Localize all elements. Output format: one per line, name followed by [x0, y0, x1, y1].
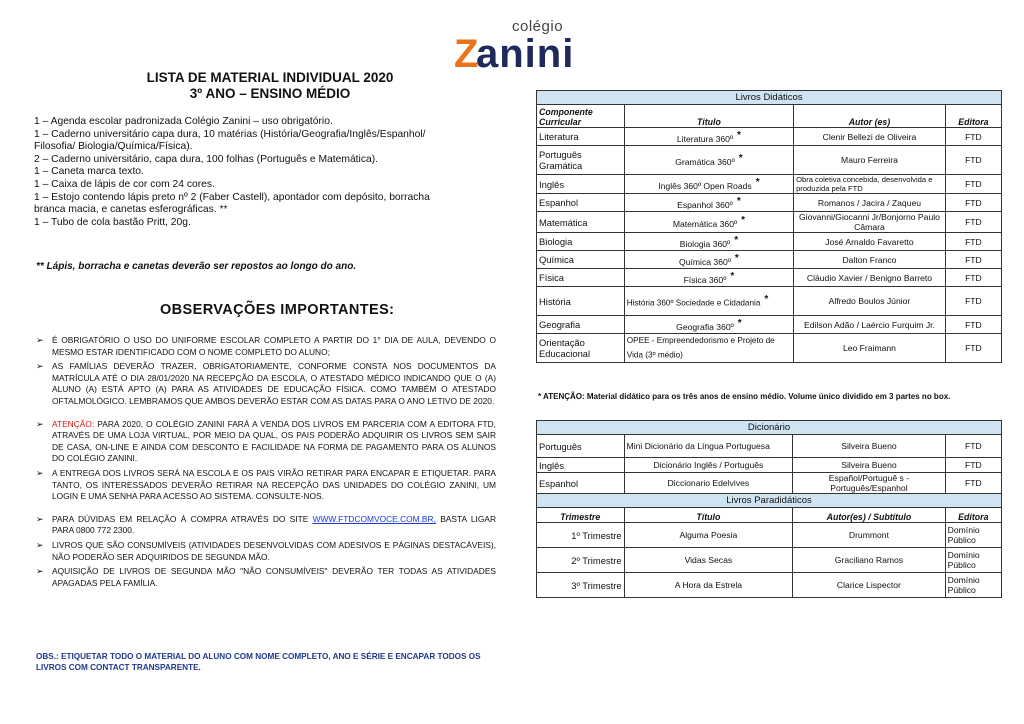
author-cell: Alfredo Boulos Júnior — [794, 287, 946, 316]
subject-cell: Português Gramática — [537, 146, 625, 175]
table-row — [537, 334, 1002, 363]
publisher-cell: FTD — [945, 194, 1001, 212]
subject-cell: Biologia — [537, 233, 625, 251]
title-text: OPEE - Empreendedorismo e Projeto de Vida (3º médio) — [626, 336, 775, 360]
title-text: Matemática 360º — [672, 218, 738, 229]
star-mark: * — [764, 293, 769, 305]
author-cell: Edilson Adão / Laércio Furquim Jr. — [794, 316, 946, 334]
col-header: Trimestre — [537, 508, 625, 523]
author-cell: Clenir Bellezi de Oliveira — [794, 128, 946, 146]
author-cell: Clarice Lispector — [793, 573, 945, 598]
star-mark: * — [734, 252, 739, 264]
publisher-cell: FTD — [945, 287, 1001, 316]
table-header: Dicionário — [537, 421, 1002, 435]
trimester-cell: 2º Trimestre — [537, 548, 625, 573]
title-text: Gramática 360º — [675, 156, 735, 167]
footnote: OBS.: ETIQUETAR TODO O MATERIAL DO ALUNO COM NOME COMPLETO, ANO E SÉRIE E ENCAPAR TODOS OS LIVROS COM CONTACT TRANSPARENTE. — [36, 652, 481, 672]
title-cell — [624, 194, 793, 212]
publisher-cell: FTD — [945, 316, 1001, 334]
star-mark: * — [738, 153, 743, 165]
observation-item: ➢ LIVROS QUE SÃO CONSUMÍVEIS (ATIVIDADES DESENVOLVIDAS COM ADESIVOS E PÁGINAS DESTACÁVEIS), NÃO PODERÃO SER ADQUIRIDOS DE SEGUNDA MÃO. — [36, 539, 496, 562]
title-cell: Dicionário Inglês / Português — [624, 458, 793, 473]
table-row — [537, 548, 1002, 573]
star-mark: * — [734, 234, 739, 246]
publisher-cell: FTD — [945, 458, 1001, 473]
subject-cell: Orientação Educacional — [537, 334, 625, 363]
title-cell: A Hora da Estrela — [624, 573, 793, 598]
author-cell: Obra coletiva concebida, desenvolvida e produzida pela FTD — [794, 175, 946, 194]
observation-item: ➢ É OBRIGATÓRIO O USO DO UNIFORME ESCOLAR COMPLETO A PARTIR DO 1° DIA DE AULA, DEVENDO O MESMO ESTAR IDENTIFICADO COM O NOME COMPLETO DO ALUNO; — [36, 335, 496, 357]
table-row — [537, 251, 1002, 269]
author-cell: Español/Portuguê s - Português/Espanhol — [793, 473, 945, 494]
author-cell: Cláudio Xavier / Benigno Barreto — [794, 269, 946, 287]
table-row — [537, 435, 1002, 458]
title-cell: Alguma Poesia — [624, 523, 793, 548]
list-item: 1 – Tubo de cola bastão Pritt, 20g. — [34, 216, 191, 228]
col-header: Componente Curricular — [537, 105, 625, 128]
title-cell — [624, 146, 793, 175]
observation-item: ➢ AQUISIÇÃO DE LIVROS DE SEGUNDA MÃO "NÃO CONSUMÍVEIS" DEVERÃO TER TODAS AS ATIVIDADES APAGADAS PELA FAMÍLIA. — [36, 566, 496, 588]
list-item: 1 – Caneta marca texto. — [34, 166, 144, 178]
table-row — [537, 316, 1002, 334]
subject-cell: Geografia — [537, 316, 625, 334]
star-mark: * — [755, 177, 760, 189]
subject-cell: Matemática — [537, 212, 625, 233]
subject-cell: Inglês — [537, 175, 625, 194]
title-text: Inglês 360º Open Roads — [658, 180, 752, 191]
arrow-icon: ➢ — [36, 361, 44, 372]
title-text: Geografia 360º — [676, 321, 734, 332]
title-cell — [624, 233, 793, 251]
publisher-cell: FTD — [945, 473, 1001, 494]
table-header: Livros Paradidáticos — [537, 494, 1002, 508]
publisher-cell: Domínio Público — [945, 573, 1001, 598]
table-row — [537, 473, 1002, 494]
title-cell: Diccionario Edelvives — [624, 473, 793, 494]
author-cell: Graciliano Ramos — [793, 548, 945, 573]
attention-note: * ATENÇÃO: Material didático para os três anos de ensino médio. Volume único dividido em 3 partes no box. — [538, 392, 951, 401]
author-cell: José Arnaldo Favaretto — [794, 233, 946, 251]
list-item: 1 – Caderno universitário capa dura, 10 matérias (História/Geografia/Inglês/Espanhol/ — [34, 128, 426, 140]
table-row — [537, 269, 1002, 287]
author-cell: Leo Fraimann — [794, 334, 946, 363]
publisher-cell: Domínio Público — [945, 548, 1001, 573]
restock-note: ** Lápis, borracha e canetas deverão ser repostos ao longo do ano. — [36, 261, 357, 272]
material-list — [34, 116, 474, 229]
list-item: 2 – Caderno universitário, capa dura, 100 folhas (Português e Matemática). — [34, 153, 378, 165]
observation-item: ➢ A ENTREGA DOS LIVROS SERÁ NA ESCOLA E OS PAIS VIRÃO RETIRAR PARA ENCAPAR E ETIQUETAR. PARA TANTO, OS INTERESSADOS DEVERÃO RETIRAR NA RECEPÇÃO DAS UNIDADES DO COLÉGIO ZANINI, UM LOGIN E UMA SENHA PARA ACESSO AO SISTEMA. CONSULTE-NOS. — [36, 467, 496, 502]
table-row — [537, 287, 1002, 316]
col-header: Título — [624, 508, 793, 523]
title-text: Física 360º — [683, 274, 727, 285]
publisher-cell: FTD — [945, 128, 1001, 146]
language-cell: Espanhol — [537, 473, 625, 494]
author-cell: Giovanni/Giocanni Jr/Bonjorno Paulo Câmara — [794, 212, 946, 233]
list-item: Filosofia/ Biologia/Química/Física). — [34, 141, 193, 153]
col-header: Autor(es) / Subtítulo — [793, 508, 945, 523]
star-mark: * — [741, 215, 746, 227]
language-cell: Inglês — [537, 458, 625, 473]
publisher-cell: FTD — [945, 175, 1001, 194]
title-cell — [624, 334, 793, 363]
table-row — [537, 146, 1002, 175]
arrow-icon: ➢ — [36, 539, 44, 550]
author-cell: Drummont — [793, 523, 945, 548]
publisher-cell: FTD — [945, 146, 1001, 175]
trimester-cell: 1º Trimestre — [537, 523, 625, 548]
publisher-cell: FTD — [945, 435, 1001, 458]
col-header: Editora — [945, 105, 1001, 128]
author-cell: Mauro Ferreira — [794, 146, 946, 175]
observation-item: ➢ AS FAMÍLIAS DEVERÃO TRAZER, OBRIGATORIAMENTE, CONFORME CONSTA NOS DOCUMENTOS DA MATRÍCULA ATÉ O DIA 28/01/2020 NA RECEPÇÃO DA ESCOLA, O ATESTADO MÉDICO INDICANDO QUE O (A) ALUNO (A) ESTÁ APTO (A) PARA AS ATIVIDADES DE EDUCAÇÃO FÍSICA. COMO TAMBÉM O ATESTADO OFTALMOLÓGICO. LEMBRAMOS QUE AMBOS DEVERÃO ESTAR COM AS DATAS PARA O ANO LETIVO DE 2020. — [36, 361, 496, 406]
title-cell — [624, 316, 793, 334]
list-item: branca macia, e canetas esferográficas. ** — [34, 204, 228, 216]
title-cell — [624, 175, 793, 194]
title-cell: Mini Dicionário da Língua Portuguesa — [624, 435, 793, 458]
publisher-cell: FTD — [945, 251, 1001, 269]
author-cell: Silveira Bueno — [793, 458, 945, 473]
author-cell: Silveira Bueno — [793, 435, 945, 458]
col-header: Título — [624, 105, 793, 128]
star-mark: * — [736, 195, 741, 207]
didactic-books-table — [536, 90, 1002, 363]
author-cell: Romanos / Jacira / Zaqueu — [794, 194, 946, 212]
title-text: Espanhol 360º — [677, 199, 733, 210]
logo-big-text: anini — [476, 32, 575, 76]
publisher-cell: FTD — [945, 334, 1001, 363]
author-cell: Dalton Franco — [794, 251, 946, 269]
title-text: Biologia 360º — [679, 238, 731, 249]
col-header: Editora — [945, 508, 1001, 523]
list-item: 1 – Agenda escolar padronizada Colégio Zanini – uso obrigatório. — [34, 116, 333, 127]
dictionary-table — [536, 420, 1002, 598]
table-row — [537, 458, 1002, 473]
star-mark: * — [737, 129, 741, 141]
table-header: Livros Didáticos — [537, 91, 1002, 105]
observation-item: ➢ ATENÇÃO: PARA 2020, O COLÉGIO ZANINI FARÁ A VENDA DOS LIVROS EM PARCERIA COM A EDITORA FTD, ATRAVÉS DE UMA LOJA VIRTUAL, POR MEIO DA QUAL, OS PAIS PODERÃO ADQUIRIR OS LIVROS SEM SAIR DE CASA, ON-LINE E AINDA COM DESCONTO E FACILIDADE NA FORMA DE PAGAMENTO PARA OS ALUNOS DO COLÉGIO ZANINI. — [36, 418, 496, 464]
arrow-icon: ➢ — [36, 513, 44, 524]
school-logo — [454, 18, 604, 78]
table-row — [537, 573, 1002, 598]
title-cell: Vidas Secas — [624, 548, 793, 573]
publisher-cell: FTD — [945, 233, 1001, 251]
page-title: LISTA DE MATERIAL INDIVIDUAL 2020 3º ANO – ENSINO MÉDIO — [146, 70, 394, 101]
title-cell — [624, 128, 793, 146]
language-cell: Português — [537, 435, 625, 458]
observations-title: OBSERVAÇÕES IMPORTANTES: — [160, 302, 395, 318]
logo-z: Z — [454, 32, 479, 76]
title-text: História 360º Sociedade e Cidadania — [626, 298, 761, 308]
subject-cell: Literatura — [537, 128, 625, 146]
observation-item: ➢ PARA DÚVIDAS EM RELAÇÃO À COMPRA ATRAVÉS DO SITE WWW.FTDCOMVOCE.COM.BR, BASTA LIGAR PARA 0800 772 2300. — [36, 513, 497, 536]
subject-cell: Física — [537, 269, 625, 287]
logo-small-text: colégio — [512, 18, 564, 35]
subject-cell: História — [537, 287, 625, 316]
arrow-icon: ➢ — [36, 467, 44, 478]
subject-cell: Espanhol — [537, 194, 625, 212]
title-text: Literatura 360º — [676, 133, 734, 144]
trimester-cell: 3º Trimestre — [537, 573, 625, 598]
title-cell — [624, 251, 793, 269]
publisher-cell: FTD — [945, 269, 1001, 287]
table-row — [537, 233, 1002, 251]
ftd-site-link[interactable]: WWW.FTDCOMVOCE.COM.BR, — [312, 513, 436, 524]
list-item: 1 – Caixa de lápis de cor com 24 cores. — [34, 178, 215, 190]
table-row — [537, 523, 1002, 548]
table-row — [537, 128, 1002, 146]
table-row — [537, 212, 1002, 233]
star-mark: * — [730, 270, 735, 282]
arrow-icon: ➢ — [36, 566, 44, 577]
list-item: 1 – Estojo contendo lápis preto nº 2 (Faber Castell), apontador com depósito, borracha — [34, 191, 430, 203]
publisher-cell: FTD — [945, 212, 1001, 233]
title-cell — [624, 212, 793, 233]
title-cell — [624, 269, 793, 287]
publisher-cell: Domínio Público — [945, 523, 1001, 548]
arrow-icon: ➢ — [36, 418, 44, 429]
subject-cell: Química — [537, 251, 625, 269]
title-text: Química 360º — [679, 256, 731, 267]
table-row — [537, 194, 1002, 212]
table-row — [537, 175, 1002, 194]
col-header: Autor (es) — [794, 105, 946, 128]
arrow-icon: ➢ — [36, 335, 44, 345]
observations-list — [36, 335, 496, 592]
star-mark: * — [737, 317, 742, 329]
title-cell — [624, 287, 793, 316]
